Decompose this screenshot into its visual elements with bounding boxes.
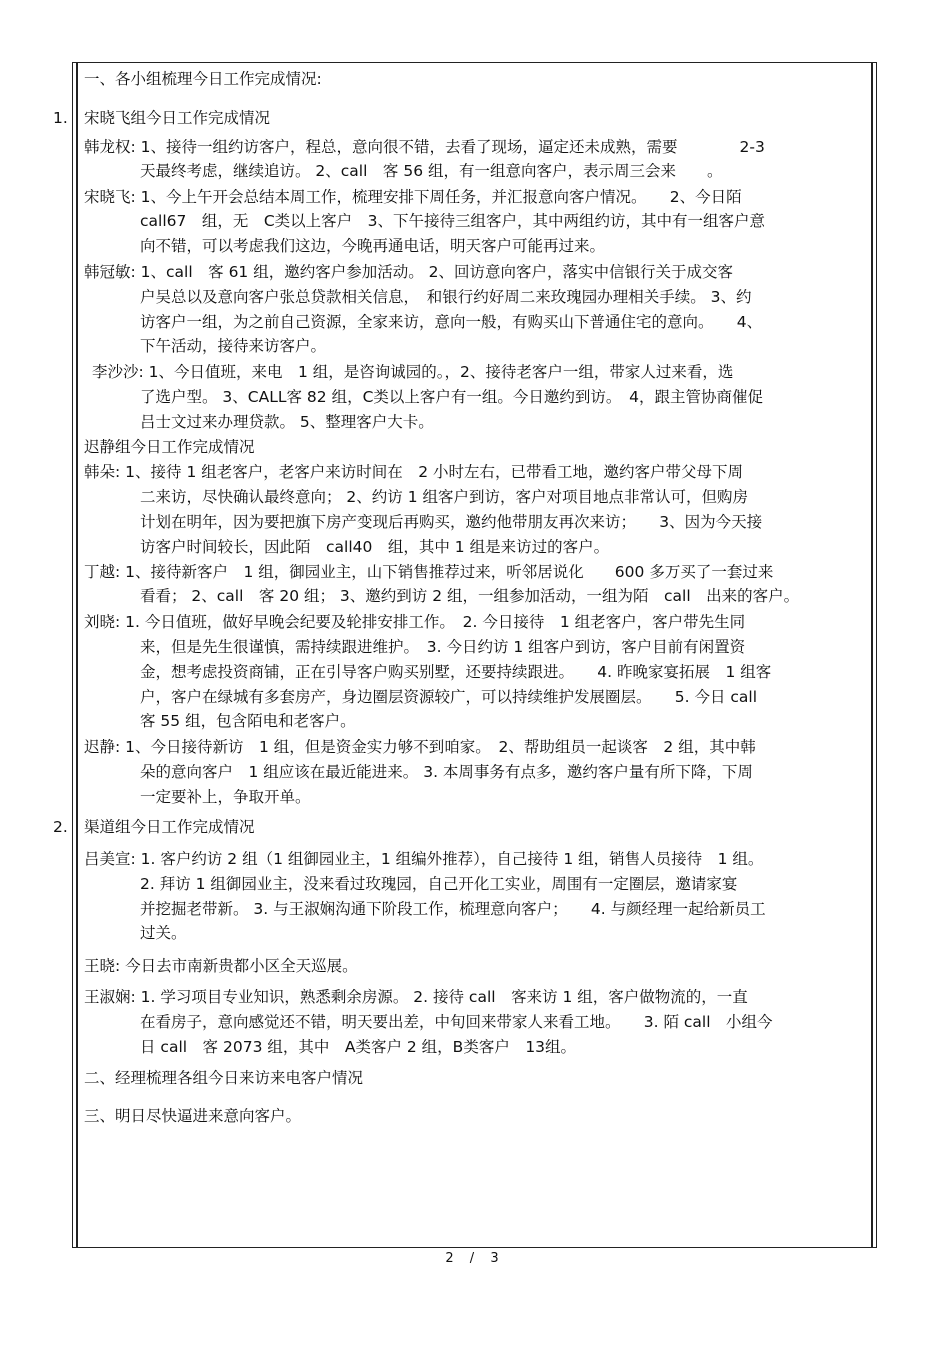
group-heading: 宋晓飞组今日工作完成情况 [84,109,271,127]
left-border-inner [76,62,78,1248]
right-border-inner [871,62,873,1248]
report-line: 韩朵: 1、接待 1 组老客户，老客户来访时间在 2 小时左右，已带看工地，邀约客户带父母下周 [84,463,744,481]
report-line: 向不错，可以考虑我们这边，今晚再通电话，明天客户可能再过来。 [140,237,606,255]
report-line: 王晓: 今日去市南新贵都小区全天巡展。 [84,957,358,975]
report-line: 李沙沙: 1、今日值班，来电 1 组，是咨询诚园的。，2、接待老客户一组，带家人过来看，选 [92,363,734,381]
report-line: 王淑娴: 1. 学习项目专业知识，熟悉剩余房源。 2. 接待 call 客来访 1 组，客户做物流的，一直 [84,988,748,1006]
top-border [72,62,877,63]
report-line: 在看房子，意向感觉还不错，明天要出差，中旬回来带家人来看工地。 3. 陌 call 小组今 [140,1013,773,1031]
section-heading-3: 三、明日尽快逼进来意向客户。 [84,1107,302,1125]
group-heading: 迟静组今日工作完成情况 [84,438,255,456]
report-line: 计划在明年，因为要把旗下房产变现后再购买，邀约他带朋友再次来访； 3、因为今天接 [140,513,763,531]
report-line: 金，想考虑投资商铺，正在引导客户购买别墅，还要持续跟进。 4. 昨晚家宴拓展 1 组客 [140,663,772,681]
report-line: 并挖掘老带新。 3. 与王淑娴沟通下阶段工作，梳理意向客户； 4. 与颜经理一起给新员工 [140,900,766,918]
report-line: 一定要补上，争取开单。 [140,788,311,806]
report-line: 韩冠敏: 1、call 客 61 组，邀约客户参加活动。 2、回访意向客户，落实中信银行关于成交客 [84,263,734,281]
report-line: call67 组，无 C类以上客户 3、下午接待三组客户，其中两组约访，其中有一组客户意 [140,212,766,230]
report-line: 客 55 组，包含陌电和老客户。 [140,712,356,730]
report-line: 下午活动，接待来访客户。 [140,337,327,355]
report-line: 吕美宣: 1. 客户约访 2 组（1 组御园业主，1 组编外推荐），自己接待 1 组，销售人员接待 1 组。 [84,850,764,868]
report-line: 看看； 2、call 客 20 组； 3、邀约到访 2 组，一组参加活动，一组为陌 call 出来的客户。 [140,587,800,605]
report-line: 访客户时间较长，因此陌 call40 组，其中 1 组是来访过的客户。 [140,538,610,556]
report-line: 朵的意向客户 1 组应该在最近能进来。 3. 本周事务有点多，邀约客户量有所下降，下周 [140,763,753,781]
report-line: 吕士文过来办理贷款。 5、整理客户大卡。 [140,413,434,431]
report-line: 2. 拜访 1 组御园业主，没来看过玫瑰园，自己开化工实业，周围有一定圈层，邀请家宴 [140,875,738,893]
report-line: 户，客户在绿城有多套房产，身边圈层资源较广，可以持续维护发展圈层。 5. 今日 call [140,688,758,706]
group-heading: 渠道组今日工作完成情况 [84,818,255,836]
left-border-outer [72,62,73,1248]
report-line: 了选户型。 3、CALL客 82 组，C类以上客户有一组。今日邀约到访。 4，跟主管协商催促 [140,388,763,406]
report-line: 宋晓飞: 1、今上午开会总结本周工作，梳理安排下周任务，并汇报意向客户情况。 2、今日陌 [84,188,742,206]
section-heading-1: 一、各小组梳理今日工作完成情况: [84,70,322,88]
right-border-outer [876,62,877,1248]
report-line: 迟静: 1、今日接待新访 1 组，但是资金实力够不到咱家。 2、帮助组员一起谈客 2 组，其中韩 [84,738,756,756]
report-line: 二来访，尽快确认最终意向； 2、约访 1 组客户到访，客户对项目地点非常认可，但购房 [140,488,749,506]
report-line: 丁越: 1、接待新客户 1 组，御园业主，山下销售推荐过来，听邻居说化 600 多万买了一套过来 [84,563,774,581]
report-line: 来，但是先生很谨慎，需持续跟进维护。 3. 今日约访 1 组客户到访，客户目前有闲置资 [140,638,746,656]
report-line: 日 call 客 2073 组，其中 A类客户 2 组，B类客户 13组。 [140,1038,577,1056]
report-line: 韩龙权: 1、接待一组约访客户，程总，意向很不错，去看了现场，逼定还未成熟，需要 2-3 [84,138,765,156]
report-line: 天最终考虑，继续追访。 2、call 客 56 组，有一组意向客户，表示周三会来 。 [140,162,723,180]
list-marker: 2. [53,818,68,836]
report-line: 访客户一组，为之前自己资源，全家来访，意向一般，有购买山下普通住宅的意向。 4、 [140,313,763,331]
report-line: 户吴总以及意向客户张总贷款相关信息， 和银行约好周二来玫瑰园办理相关手续。 3、约 [140,288,752,306]
section-heading-2: 二、经理梳理各组今日来访来电客户情况 [84,1069,364,1087]
report-line: 刘晓: 1. 今日值班，做好早晚会纪要及轮排安排工作。 2. 今日接待 1 组老客户，客户带先生同 [84,613,746,631]
report-line: 过关。 [140,924,187,942]
list-marker: 1. [53,109,68,127]
bottom-border [72,1247,877,1248]
page-number: 2 / 3 [445,1251,505,1266]
